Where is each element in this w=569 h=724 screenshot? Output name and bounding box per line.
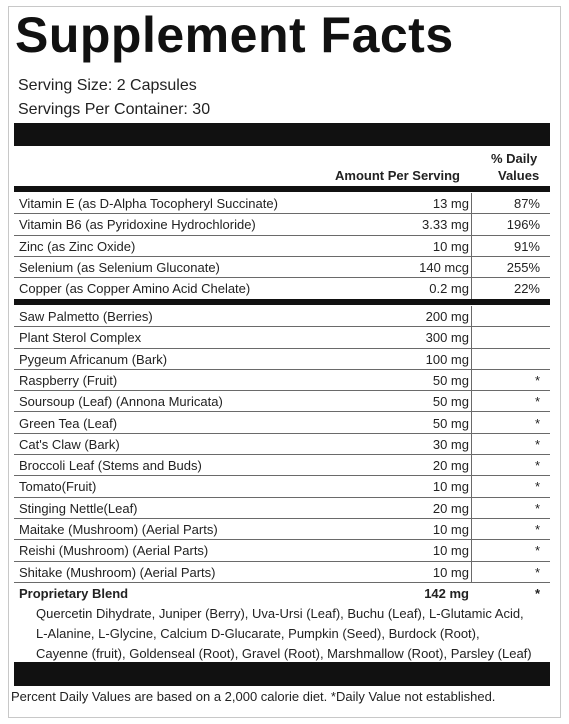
proprietary-blend-ingredients — [36, 604, 556, 664]
ingredient-name: Plant Sterol Complex — [19, 330, 142, 346]
amount-per-serving: 10 mg — [432, 564, 469, 580]
table-row — [14, 278, 550, 299]
table-row — [14, 236, 550, 257]
amount-per-serving: 300 mg — [425, 330, 469, 346]
amount-per-serving: 142 mg — [424, 585, 469, 601]
table-row — [14, 540, 550, 561]
daily-value: * — [534, 522, 540, 537]
table-row — [14, 193, 550, 214]
table-row — [14, 327, 550, 348]
supplement-facts-title: Supplement Facts — [15, 7, 454, 63]
daily-value: * — [534, 415, 540, 431]
amount-per-serving: 20 mg — [432, 500, 469, 516]
ingredient-name: Tomato(Fruit) — [19, 479, 97, 495]
table-row — [14, 434, 550, 455]
table-row — [14, 519, 550, 540]
table-row — [14, 370, 550, 391]
ingredient-name: Stinging Nettle(Leaf) — [19, 500, 138, 516]
daily-value: 255% — [506, 259, 540, 275]
ingredient-name: Soursoup (Leaf) (Annona Muricata) — [19, 394, 223, 410]
column-divider — [471, 193, 472, 300]
table-row — [14, 257, 550, 278]
ingredient-name: Pygeum Africanum (Bark) — [19, 351, 168, 367]
amount-per-serving: 10 mg — [432, 522, 469, 537]
ingredient-name: Raspberry (Fruit) — [19, 372, 118, 388]
amount-per-serving: 30 mg — [432, 436, 469, 452]
amount-per-serving: 200 mg — [425, 309, 469, 324]
daily-value: * — [534, 458, 540, 474]
amount-per-serving: 13 mg — [432, 196, 469, 211]
footer-note: Percent Daily Values are based on a 2,000 calorie diet. *Daily Value not established. — [11, 689, 496, 704]
ingredient-name: Zinc (as Zinc Oxide) — [19, 238, 136, 254]
table-row — [14, 391, 550, 412]
amount-per-serving: 50 mg — [432, 394, 469, 410]
daily-value-header-line2: Values — [498, 168, 540, 183]
bottom-thick-bar — [14, 662, 550, 686]
column-divider — [471, 306, 472, 583]
daily-value: * — [534, 585, 540, 601]
ingredient-name: Maitake (Mushroom) (Aerial Parts) — [19, 522, 218, 537]
daily-value: * — [534, 500, 540, 516]
top-thick-bar — [14, 123, 550, 146]
ingredient-name: Selenium (as Selenium Gluconate) — [19, 259, 220, 275]
ingredient-name: Shitake (Mushroom) (Aerial Parts) — [19, 564, 216, 580]
table-row — [14, 562, 550, 583]
amount-per-serving: 50 mg — [432, 415, 469, 431]
amount-per-serving: 140 mcg — [419, 259, 469, 275]
blend-line: L-Alanine, L-Glycine, Calcium D-Glucarate, Pumpkin (Seed), Burdock (Root), — [36, 626, 480, 641]
serving-size: Serving Size: 2 Capsules — [18, 77, 197, 94]
daily-value: * — [534, 394, 540, 410]
amount-per-serving: 3.33 mg — [422, 217, 469, 233]
section-divider-bar — [14, 299, 550, 305]
blend-line: Cayenne (fruit), Goldenseal (Root), Gravel (Root), Marshmallow (Root), Parsley (Leaf) — [36, 646, 532, 661]
daily-value: 87% — [513, 196, 540, 211]
daily-value: 196% — [506, 217, 540, 233]
table-row — [14, 455, 550, 476]
ingredient-name: Copper (as Copper Amino Acid Chelate) — [19, 281, 251, 297]
amount-per-serving: 100 mg — [425, 351, 469, 367]
amount-per-serving: 20 mg — [432, 458, 469, 474]
amount-per-serving: 10 mg — [432, 543, 469, 559]
table-row — [14, 583, 550, 604]
table-row — [14, 306, 550, 327]
ingredient-name: Reishi (Mushroom) (Aerial Parts) — [19, 543, 209, 559]
ingredient-name: Broccoli Leaf (Stems and Buds) — [19, 458, 202, 474]
blend-line: Quercetin Dihydrate, Juniper (Berry), Uva-Ursi (Leaf), Buchu (Leaf), L-Glutamic Acid, — [36, 606, 524, 621]
daily-value: * — [534, 436, 540, 452]
table-row — [14, 476, 550, 497]
ingredient-name: Vitamin E (as D-Alpha Tocopheryl Succinate) — [19, 196, 278, 211]
ingredient-name: Vitamin B6 (as Pyridoxine Hydrochloride) — [19, 217, 256, 233]
daily-value: 91% — [513, 238, 540, 254]
ingredient-name: Green Tea (Leaf) — [19, 415, 118, 431]
table-row — [14, 498, 550, 519]
amount-per-serving: 0.2 mg — [429, 281, 469, 297]
table-row — [14, 413, 550, 434]
amount-per-serving: 10 mg — [432, 238, 469, 254]
header-divider-bar — [14, 186, 550, 192]
amount-per-serving: 50 mg — [432, 372, 469, 388]
amount-per-serving: 10 mg — [432, 479, 469, 495]
daily-value: 22% — [513, 281, 540, 297]
daily-value: * — [534, 372, 540, 388]
daily-value: * — [534, 479, 540, 495]
daily-value: * — [534, 543, 540, 559]
amount-per-serving-header: Amount Per Serving — [335, 168, 460, 183]
daily-value: * — [534, 564, 540, 580]
ingredient-name: Proprietary Blend — [19, 585, 129, 601]
ingredient-name: Saw Palmetto (Berries) — [19, 309, 153, 324]
ingredient-name: Cat's Claw (Bark) — [19, 436, 120, 452]
servings-per-container: Servings Per Container: 30 — [18, 101, 211, 118]
table-row — [14, 214, 550, 235]
table-row — [14, 349, 550, 370]
daily-value-header-line1: % Daily — [491, 151, 538, 166]
